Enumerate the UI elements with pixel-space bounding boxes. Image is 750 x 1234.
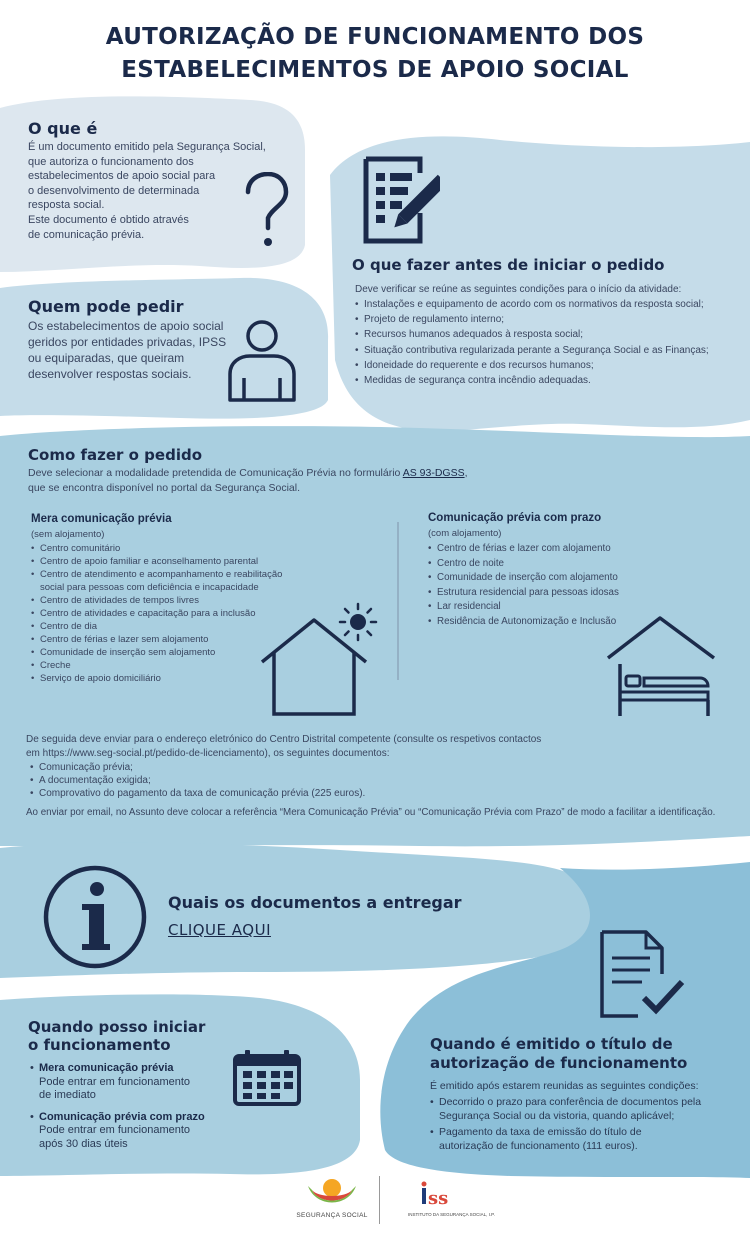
list-item: • Pagamento da taxa de emissão do título de autorização de funcionamento (111 euros). xyxy=(430,1126,740,1153)
list-item: • Situação contributiva regularizada perante a Segurança Social e as Finanças; xyxy=(355,343,747,358)
document-edit-icon xyxy=(360,155,440,245)
list-item: • Serviço de apoio domiciliário xyxy=(31,672,311,685)
como-fazer-intro: Deve selecionar a modalidade pretendida de Comunicação Prévia no formulário AS 93-DGSS, que se encontra disponível no portal da Segurança Social. xyxy=(28,467,468,494)
house-bed-icon xyxy=(604,614,720,720)
list-item: • Estrutura residencial para pessoas idosas xyxy=(428,586,728,601)
footer-divider xyxy=(379,1176,380,1224)
list-item: • Instalações e equipamento de acordo com os normativos da resposta social; xyxy=(355,297,747,312)
quando-emitido-heading: Quando é emitido o título de autorização de funcionamento xyxy=(430,1035,688,1072)
list-item: • Recursos humanos adequados à resposta social; xyxy=(355,327,747,342)
list-item: • Idoneidade do requerente e dos recursos humanos; xyxy=(355,358,747,373)
list-item: • Comunicação prévia; xyxy=(30,762,630,775)
email-note: Ao enviar por email, no Assunto deve colocar a referência “Mera Comunicação Prévia” ou “Comunicação Prévia com Prazo” de modo a facilitar a identificação. xyxy=(26,807,716,818)
list-item: • Centro de apoio familiar e aconselhamento parental xyxy=(31,555,311,568)
form-as93-link[interactable]: AS 93-DGSS xyxy=(402,467,465,479)
list-item: • Medidas de segurança contra incêndio adequadas. xyxy=(355,373,747,388)
quando-iniciar-heading: Quando posso iniciar o funcionamento xyxy=(28,1018,206,1054)
list-item: • Centro de atividades e capacitação para a inclusão xyxy=(31,607,311,620)
list-item: • Decorrido o prazo para conferência de documentos pela Segurança Social ou da vistoria, quando aplicável; xyxy=(430,1096,740,1123)
clique-aqui-link[interactable]: CLIQUE AQUI xyxy=(168,921,271,939)
list-item: • Centro de dia xyxy=(31,620,311,633)
antes-heading: O que fazer antes de iniciar o pedido xyxy=(352,256,665,274)
page-title-line-1: AUTORIZAÇÃO DE FUNCIONAMENTO DOS xyxy=(105,24,645,50)
list-item: • Centro de férias e lazer sem alojamento xyxy=(31,633,311,646)
document-check-icon xyxy=(598,928,690,1020)
iss-logo: ss INSTITUTO DA SEGURANÇA SOCIAL, I.P. xyxy=(408,1176,478,1217)
antes-list xyxy=(355,297,747,388)
antes-intro: Deve verificar se reúne as seguintes condições para o início da atividade: xyxy=(355,284,682,295)
list-item: • Lar residencial xyxy=(428,600,728,615)
person-icon xyxy=(226,318,298,402)
list-item: • Comunidade de inserção sem alojamento xyxy=(31,646,311,659)
list-item: • Projeto de regulamento interno; xyxy=(355,312,747,327)
question-mark-icon xyxy=(242,172,290,252)
list-item: • Centro comunitário xyxy=(31,542,311,555)
calendar-icon xyxy=(232,1048,302,1106)
o-que-e-heading: O que é xyxy=(28,119,98,138)
send-docs-list xyxy=(30,762,630,800)
o-que-e-text: É um documento emitido pela Segurança Social, que autoriza o funcionamento dos estabelecimentos de apoio social para o desenvolvimento de determinada resposta social. Este documento é obtido através de comunicação prévia. xyxy=(28,141,266,241)
quando-emitido-list xyxy=(430,1096,740,1153)
list-item: • Centro de atividades de tempos livres xyxy=(31,594,311,607)
list-item: • Creche xyxy=(31,659,311,672)
seguranca-social-emblem xyxy=(292,1176,372,1210)
quando-iniciar-list xyxy=(30,1062,230,1152)
svg-text:ss: ss xyxy=(428,1188,449,1209)
iss-emblem xyxy=(408,1176,478,1210)
list-item: • Comunidade de inserção com alojamento xyxy=(428,571,728,586)
quem-pode-pedir-heading: Quem pode pedir xyxy=(28,297,184,316)
list-item: • Residência de Autonomização e Inclusão xyxy=(428,615,728,630)
page-title-line-2: ESTABELECIMENTOS DE APOIO SOCIAL xyxy=(121,57,629,83)
documentos-heading: Quais os documentos a entregar xyxy=(168,893,462,912)
mera-subtitle: (sem alojamento) xyxy=(31,529,105,540)
mera-title: Mera comunicação prévia xyxy=(31,513,172,525)
prazo-subtitle: (com alojamento) xyxy=(428,528,502,539)
list-item: • Mera comunicação prévia Pode entrar em funcionamento de imediato xyxy=(30,1062,230,1103)
prazo-title: Comunicação prévia com prazo xyxy=(428,512,602,524)
list-item: • Comprovativo do pagamento da taxa de comunicação prévia (225 euros). xyxy=(30,788,630,801)
list-item: • Comunicação prévia com prazo Pode entrar em funcionamento após 30 dias úteis xyxy=(30,1111,230,1152)
house-sun-icon xyxy=(258,600,388,718)
quem-pode-pedir-text: Os estabelecimentos de apoio social geridos por entidades privadas, IPSS ou equiparadas, que queiram desenvolver respostas sociais. xyxy=(28,319,227,381)
list-item: • Centro de noite xyxy=(428,557,728,572)
list-item: • A documentação exigida; xyxy=(30,775,630,788)
info-icon xyxy=(42,864,148,970)
list-item: • Centro de atendimento e acompanhamento e reabilitação social para pessoas com deficiência e incapacidade xyxy=(31,568,311,594)
seguranca-social-logo: SEGURANÇA SOCIAL xyxy=(292,1176,372,1219)
list-item: • Centro de férias e lazer com alojamento xyxy=(428,542,728,557)
quando-emitido-intro: É emitido após estarem reunidas as seguintes condições: xyxy=(430,1080,699,1092)
como-fazer-heading: Como fazer o pedido xyxy=(28,446,203,464)
send-docs-text: De seguida deve enviar para o endereço eletrónico do Centro Distrital competente (consulte os respetivos contactos em https://www.seg-social.pt/pedido-de-licenciamento), os seguintes documentos: xyxy=(26,734,542,759)
